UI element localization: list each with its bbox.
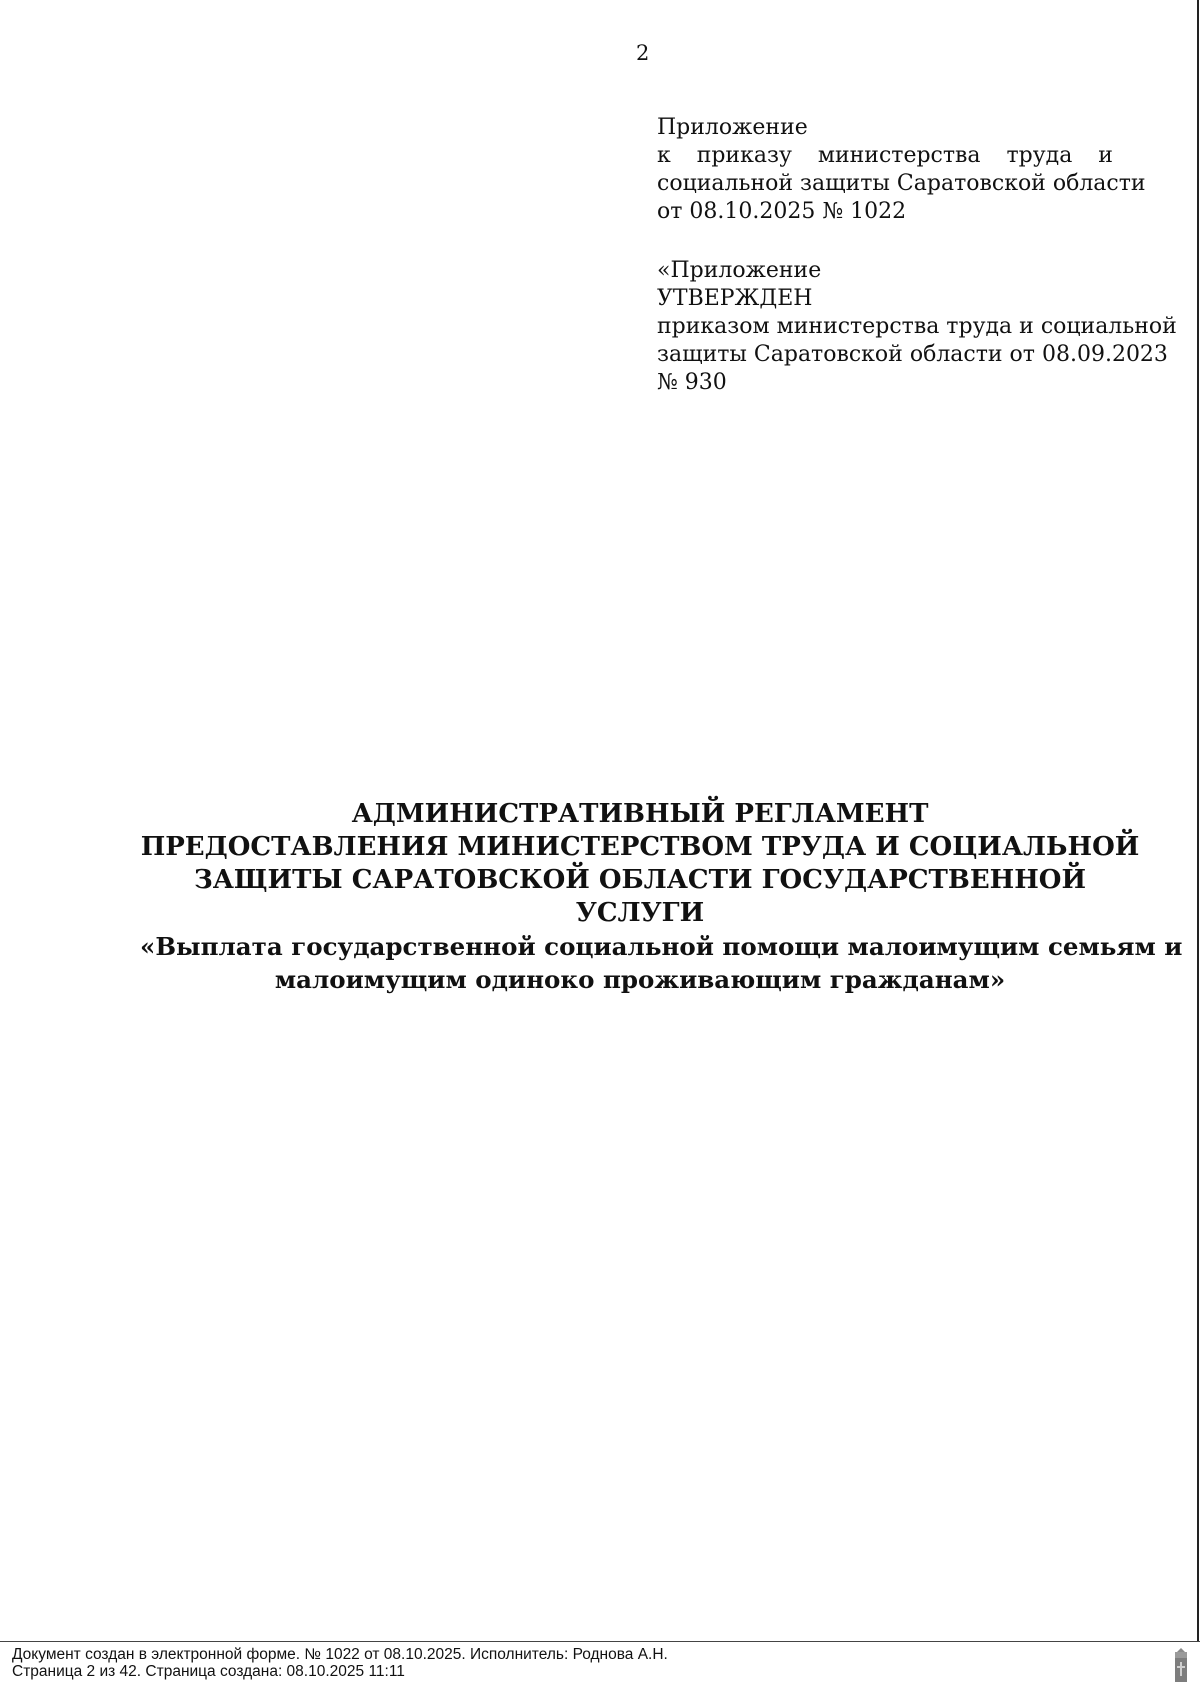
approved-line: приказом министерства труда и социальной — [657, 314, 1177, 339]
approved-line: УТВЕРЖДЕН — [657, 286, 813, 311]
approved-line: № 930 — [657, 370, 727, 395]
subtitle-line: «Выплата государственной социальной помощи малоимущим семьям и — [140, 932, 1183, 961]
footer-divider — [0, 1641, 1200, 1642]
annex-word: и — [1098, 143, 1113, 168]
annex-word: к — [657, 143, 671, 168]
document-title — [140, 798, 1183, 996]
footer-line-2: Страница 2 из 42. Страница создана: 08.10.2025 11:11 — [12, 1663, 405, 1680]
annex-line: Приложение — [657, 115, 808, 140]
annex-word: приказу — [696, 143, 792, 168]
title-line: АДМИНИСТРАТИВНЫЙ РЕГЛАМЕНТ — [351, 799, 929, 829]
footer-line-1: Документ создан в электронной форме. № 1022 от 08.10.2025. Исполнитель: Роднова А.Н. — [12, 1646, 668, 1663]
coat-of-arms-icon — [1172, 1648, 1190, 1684]
title-line: УСЛУГИ — [575, 898, 705, 928]
footer — [12, 1646, 668, 1680]
page-number: 2 — [636, 41, 650, 65]
annex-line: социальной защиты Саратовской области — [657, 171, 1146, 196]
approved-line: защиты Саратовской области от 08.09.2023 — [657, 342, 1168, 367]
annex-word: министерства — [817, 143, 981, 168]
annex-word: труда — [1006, 143, 1073, 168]
title-line: ЗАЩИТЫ САРАТОВСКОЙ ОБЛАСТИ ГОСУДАРСТВЕННОЙ — [193, 865, 1087, 895]
annex-header — [657, 114, 1146, 226]
title-line: ПРЕДОСТАВЛЕНИЯ МИНИСТЕРСТВОМ ТРУДА И СОЦИАЛЬНОЙ — [140, 832, 1140, 862]
page-border — [1197, 0, 1199, 1641]
approved-block — [657, 257, 1177, 397]
approved-line: «Приложение — [657, 258, 822, 283]
subtitle-line: малоимущим одиноко проживающим гражданам» — [274, 965, 1006, 994]
annex-line: от 08.10.2025 № 1022 — [657, 199, 907, 224]
annex-line-justified — [657, 142, 1113, 170]
